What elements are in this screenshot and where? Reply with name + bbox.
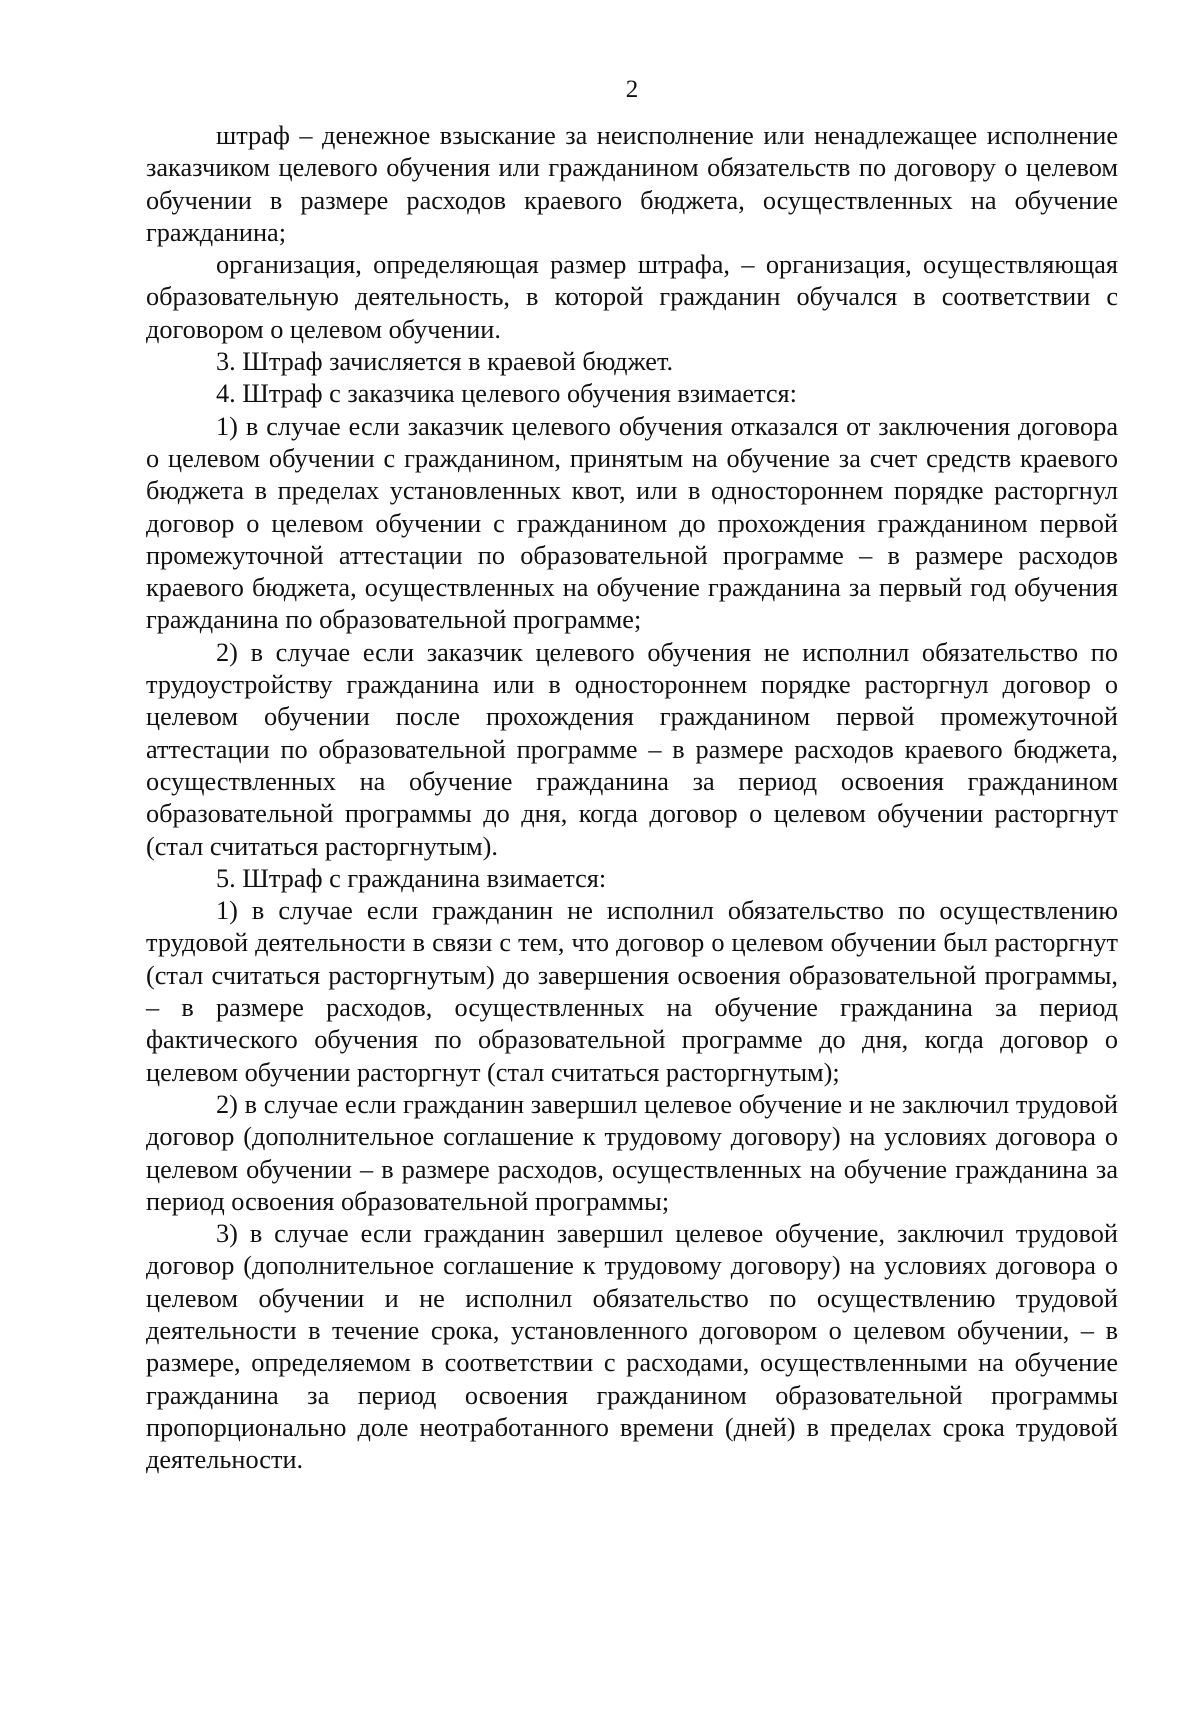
paragraph-item-4: 4. Штраф с заказчика целевого обучения взимается: <box>216 379 797 409</box>
paragraph-item-5: 5. Штраф с гражданина взимается: <box>216 863 607 893</box>
paragraph-item-5-1: 1) в случае если гражданин не исполнил обязательство по осуществлению трудовой деятельности в связи с тем, что договор о целевом обучении был расторгнут (стал считаться расторгнутым) до завершения освоения образовательной программы, – в размере расходов, осуществленных на обучение гражданина за период фактического обучения по образовательной программе до дня, когда договор о целевом обучении расторгнут (стал считаться расторгнутым); <box>146 896 1118 1087</box>
paragraph-item-5-3: 3) в случае если гражданин завершил целевое обучение, заключил трудовой договор (дополнительное соглашение к трудовому договору) на условиях договора о целевом обучении и не исполнил обязательство по осуществлению трудовой деятельности в течение срока, установленного договором о целевом обучении, – в размере, определяемом в соответствии с расходами, осуществленными на обучение гражданина за период освоения гражданином образовательной программы пропорционально доле неотработанного времени (дней) в пределах срока трудовой деятельности. <box>146 1219 1118 1475</box>
paragraph-organization-definition: организация, определяющая размер штрафа, – организация, осуществляющая образовательную деятельность, в которой гражданин обучался в соответствии с договором о целевом обучении. <box>146 250 1118 344</box>
paragraph-item-5-2: 2) в случае если гражданин завершил целевое обучение и не заключил трудовой договор (дополнительное соглашение к трудовому договору) на условиях договора о целевом обучении – в размере расходов, осуществленных на обучение гражданина за период освоения образовательной программы; <box>146 1089 1118 1216</box>
document-page <box>146 0 1118 1711</box>
paragraph-item-3: 3. Штраф зачисляется в краевой бюджет. <box>216 347 674 377</box>
page-number: 2 <box>625 76 639 103</box>
document-body <box>146 120 1118 1476</box>
paragraph-fine-definition: штраф – денежное взыскание за неисполнение или ненадлежащее исполнение заказчиком целевого обучения или гражданином обязательств по договору о целевом обучении в размере расходов краевого бюджета, осуществленных на обучение гражданина; <box>146 121 1118 247</box>
paragraph-item-4-1: 1) в случае если заказчик целевого обучения отказался от заключения договора о целевом обучении с гражданином, принятым на обучение за счет средств краевого бюджета в пределах установленных квот, или в одностороннем порядке расторгнул договор о целевом обучении с гражданином до прохождения гражданином первой промежуточной аттестации по образовательной программе – в размере расходов краевого бюджета, осуществленных на обучение гражданина за первый год обучения гражданина по образовательной программе; <box>146 411 1118 635</box>
paragraph-item-4-2: 2) в случае если заказчик целевого обучения не исполнил обязательство по трудоустройству гражданина или в одностороннем порядке расторгнул договор о целевом обучении после прохождения гражданином первой промежуточной аттестации по образовательной программе – в размере расходов краевого бюджета, осуществленных на обучение гражданина за период освоения гражданином образовательной программы до дня, когда договор о целевом обучении расторгнут (стал считаться расторгнутым). <box>146 637 1118 861</box>
